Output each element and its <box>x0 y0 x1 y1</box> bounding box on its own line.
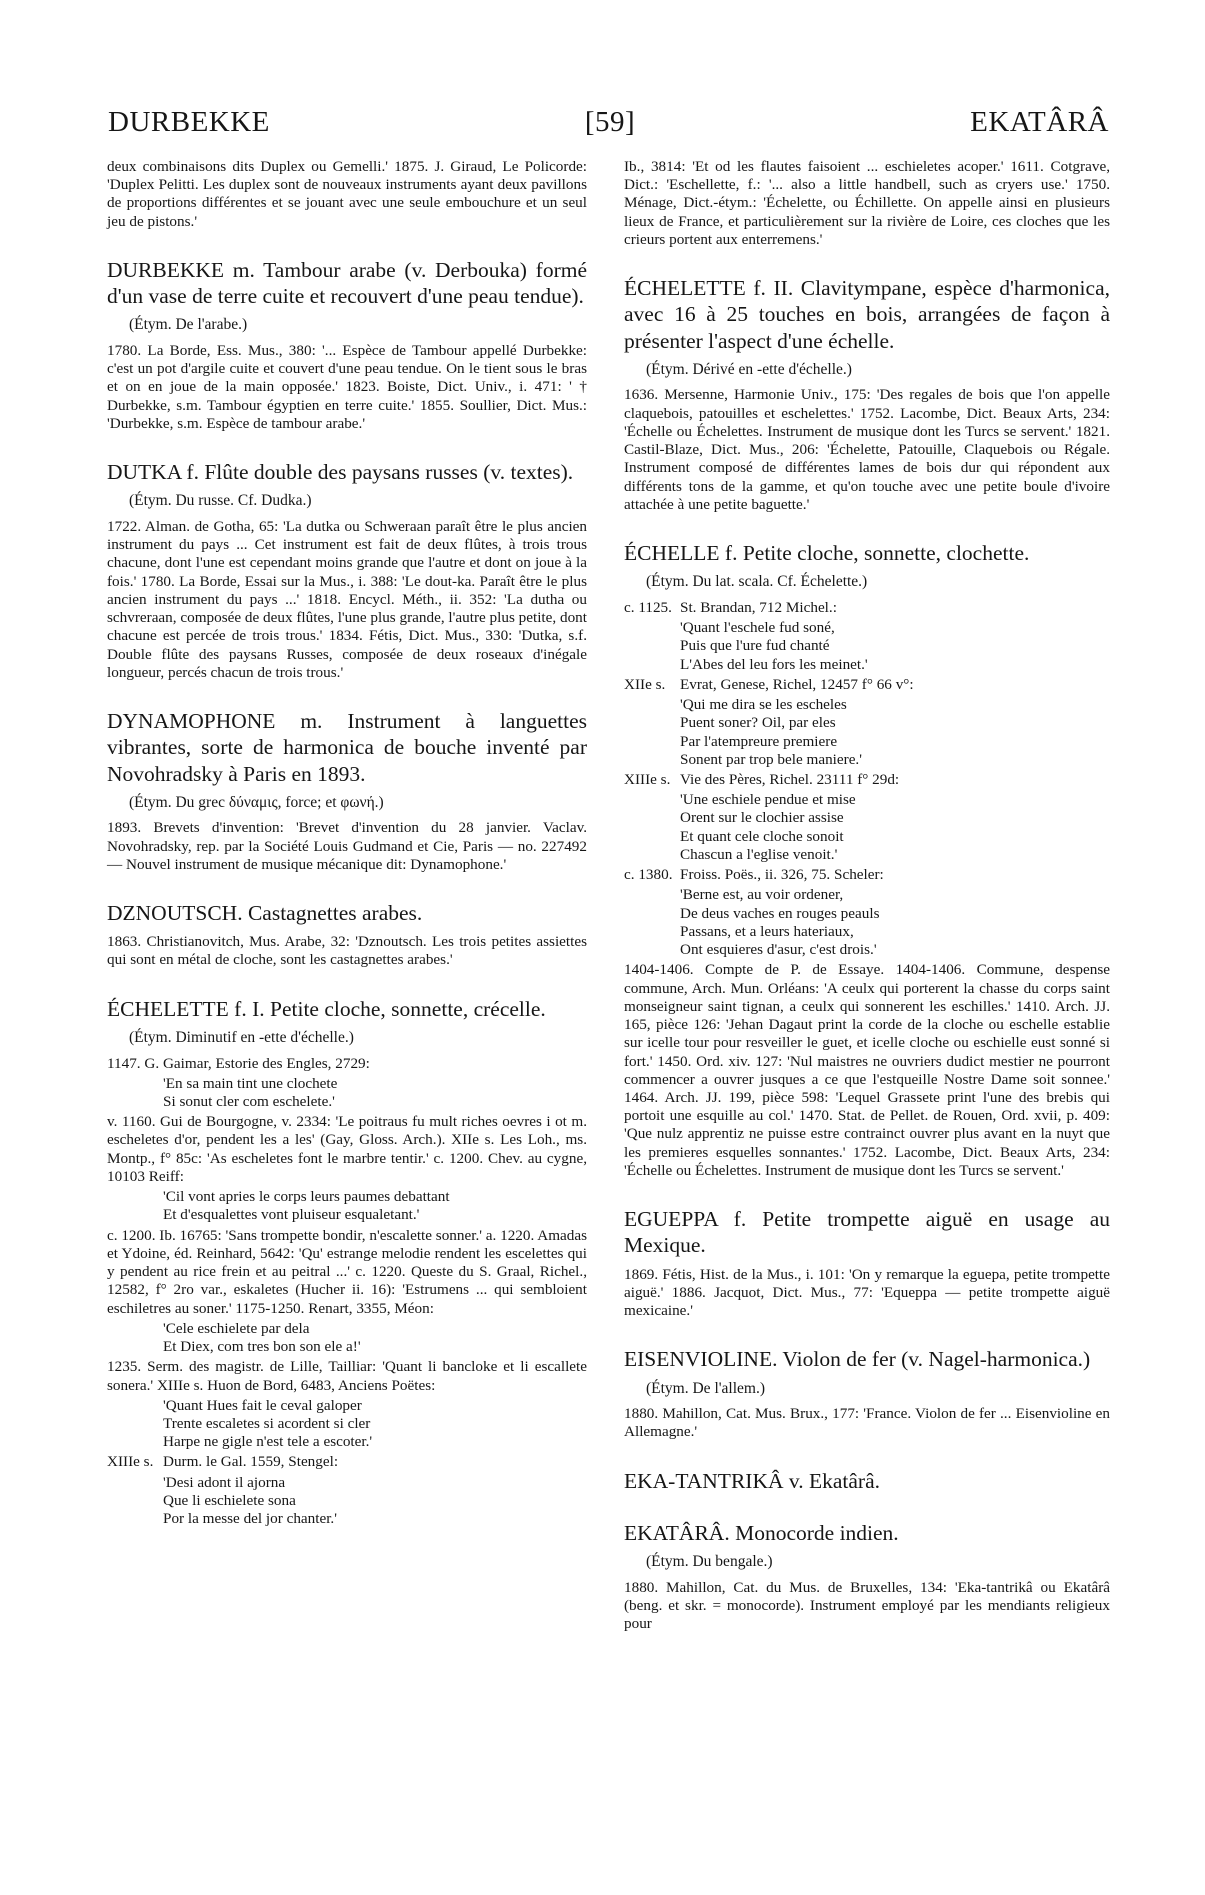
citation-source: Froiss. Poës., ii. 326, 75. Scheler: <box>680 866 884 884</box>
entry-dznoutsch <box>107 900 587 970</box>
entry-headline: ÉCHELLE f. Petite cloche, sonnette, clochette. <box>624 541 1030 566</box>
verse-quote: 'Desi adont il ajorna Que li eschielete sona Por la messe del jor chanter.' <box>163 1473 337 1528</box>
verse-quote: 'Cil vont apries le corps leurs paumes debattant Et d'esqualettes vont pluiseur esqualetant.' <box>163 1188 450 1224</box>
entry-headline: EGUEPPA f. Petite trompette aiguë en usage au Mexique. <box>624 1207 1110 1258</box>
entry-ekatara <box>624 1520 1110 1634</box>
citation-text: Ib., 3814: 'Et od les flautes faisoient ... eschieletes acoper.' 1611. Cotgrave, Dict.: 'Eschellette, f.: '... also a little handbell, such as cryers use.' 1750. Ménage, Dict.-étym.: 'Échelette, ou Échillette. On appelle ainsi en plusieurs lieux de France, et particulièrement sur la rivière de Loire, ces cloches que les crieurs portent aux enterremens.' <box>624 158 1110 248</box>
verse-quote: 'En sa main tint une clochete Si sonut cler com eschelete.' <box>163 1074 338 1110</box>
entry-headline: ÉCHELETTE f. I. Petite cloche, sonnette, crécelle. <box>107 996 546 1021</box>
entry-headline: DZNOUTSCH. Castagnettes arabes. <box>107 901 423 926</box>
verse-quote: 'Une eschiele pendue et mise Orent sur le clochier assise Et quant cele cloche sonoit Chascun a l'eglise venoit.' <box>680 791 856 863</box>
citation-text: 1880. Mahillon, Cat. Mus. Brux., 177: 'France. Violon de fer ... Eisenvioline en Allemagne.' <box>624 1405 1110 1441</box>
citation-source: Evrat, Genese, Richel, 12457 f° 66 v°: <box>680 675 914 693</box>
entry-echelette-2 <box>624 275 1110 514</box>
entry-eisenvioline <box>624 1346 1110 1441</box>
citation-date: XIIIe s. <box>107 1453 154 1471</box>
continued-entry-text <box>107 158 587 231</box>
entry-egueppa <box>624 1206 1110 1320</box>
verse-citation <box>624 866 1110 884</box>
entry-echelle <box>624 540 1110 1180</box>
entry-eka-tantrika <box>624 1468 1110 1494</box>
entry-headline: EKATÂRÂ. Monocorde indien. <box>624 1520 899 1545</box>
page-number: [59] <box>584 106 636 138</box>
citation-source: St. Brandan, 712 Michel.: <box>680 598 837 616</box>
left-column <box>107 158 587 1554</box>
verse-citation <box>107 1453 587 1471</box>
etymology: (Étym. Du lat. scala. Cf. Échelette.) <box>646 573 868 591</box>
entry-echelette-1 <box>107 996 587 1529</box>
entry-headline: DURBEKKE m. Tambour arabe (v. Derbouka) formé d'un vase de terre cuite et recouvert d'une peau tendue). <box>107 257 587 309</box>
citation-date: c. 1380. <box>624 866 673 884</box>
verse-quote: 'Qui me dira se les escheles Puent soner? Oil, par eles Par l'atempreure premiere Sonent par trop bele maniere.' <box>680 696 862 768</box>
citation-date: c. 1125. <box>624 598 672 616</box>
citation-text: 1636. Mersenne, Harmonie Univ., 175: 'Des regales de bois que l'on appelle claquebois, patouilles et eschelettes.' 1752. Lacombe, Dict. Beaux Arts, 234: 'Échelle ou Échelettes. Instrument de musique dont les Turcs se servent.' 1821. Castil-Blaze, Dict. Mus., 206: 'Échelette, Patouille, Claquebois ou Régale. Instrument composé de différentes lames de bois dur qui répondent aux différents tons de la gamme, et qu'on touche avec une petite boule d'ivoire attachée à une petite baguette.' <box>624 386 1110 513</box>
etymology: (Étym. De l'arabe.) <box>129 316 248 334</box>
citation-text: deux combinaisons dits Duplex ou Gemelli.' 1875. J. Giraud, Le Policorde: 'Duplex Pelitti. Les duplex sont de nouveaux instruments ayant deux pavillons de proportions différentes et se jouant avec une seule embouchure et un seul jeu de pistons.' <box>107 158 587 230</box>
verse-quote: 'Quant Hues fait le ceval galoper Trente escaletes si acordent si cler Harpe ne gigle n'est tele a escoter.' <box>163 1396 373 1451</box>
entry-headline: DYNAMOPHONE m. Instrument à languettes vibrantes, sorte de harmonica de bouche inventé par Novohradsky à Paris en 1893. <box>107 709 587 786</box>
citation-source: Vie des Pères, Richel. 23111 f° 29d: <box>680 770 900 788</box>
citation-text: v. 1160. Gui de Bourgogne, v. 2334: 'Le poitraus fu mult riches oevres i ot m. escheletes d'or, pendent les a les' (Gay, Gloss. Arch.). XIIe s. Les Loh., ms. Montp., f° 85c: 'As escheletes font le marbre tentir.' c. 1200. Chev. au cygne, 10103 Reiff: <box>107 1113 587 1185</box>
citation-text: 1893. Brevets d'invention: 'Brevet d'invention du 28 janvier. Vaclav. Novohradsky, rep. par la Société Louis Gudmand et Cie, Paris — no. 227492 — Nouvel instrument de musique mécanique dit: Dynamophone.' <box>107 819 587 873</box>
citation-text: 1863. Christianovitch, Mus. Arabe, 32: 'Dznoutsch. Les trois petites assiettes qui sont en métal de cloche, sont les castagnettes arabes.' <box>107 933 587 969</box>
entry-headline: DUTKA f. Flûte double des paysans russes (v. textes). <box>107 460 574 485</box>
citation-text: 1147. G. Gaimar, Estorie des Engles, 2729: <box>107 1054 370 1072</box>
citation-text: c. 1200. Ib. 16765: 'Sans trompette bondir, n'escalette sonner.' a. 1220. Amadas et Ydoine, éd. Reinhard, 5642: 'Qu' estrange melodie rendent les escelettes qui y pendent au rice frein et au peitral ...' c. 1220. Queste du S. Graal, Richel., 12582, f° 2ro var., eskaletes (Hucher ii. 16): 'Estrumens ... qui sembloient eschiletres au soner.' 1175-1250. Renart, 3355, Méon: <box>107 1226 588 1317</box>
etymology: (Étym. Du bengale.) <box>646 1553 773 1570</box>
running-head-left: DURBEKKE <box>108 106 270 138</box>
citation-text: 1404-1406. Compte de P. de Essaye. 1404-1406. Commune, despense commune, Arch. Mun. Orléans: 'A ceulx qui porterent la chasse du corps saint monseigneur saint tignan, a ceulx qui sonnerent les eschilles.' 1410. Arch. JJ. 165, pièce 126: 'Jehan Dagaut print la corde de la cloche ou eschelle establie sur icelle tour pour resveiller le guet, et icelle cloche ou eschielle eust sonné si fort.' 1450. Ord. xiv. 127: 'Nul maistres ne ouvriers dudict mestier ne pourront commencer a ouvrer jusques a ce que l'estqueille Nostre Dame soit sonnee.' 1464. Arch. JJ. 199, pièce 598: 'Lequel Grassete print l'une des brebis qui portoit une esquille au col.' 1470. Stat. de Pellet. de Rouen, Ord. xvii, p. 409: 'Que nulz apprentiz ne puisse estre contrainct ouvrer plus avant en la nuyt que les premieres esquelles sonnantes.' 1752. Lacombe, Dict. Beaux Arts, 234: 'Échelle ou Échelettes. Instrument de musique dont les Turcs se servent.' <box>624 961 1110 1179</box>
citation-text: 1880. Mahillon, Cat. du Mus. de Bruxelles, 134: 'Eka-tantrikâ ou Ekatârâ (beng. et skr. = monocorde). Instrument employé par les mendiants religieux pour <box>624 1578 1110 1633</box>
entry-headline: EISENVIOLINE. Violon de fer (v. Nagel-harmonica.) <box>624 1347 1091 1372</box>
entry-headline: ÉCHELETTE f. II. Clavitympane, espèce d'harmonica, avec 16 à 25 touches en bois, arrangées de façon à présenter l'aspect d'une échelle. <box>624 276 1110 353</box>
citation-source: Durm. le Gal. 1559, Stengel: <box>163 1453 339 1471</box>
verse-citation <box>624 599 1110 617</box>
citation-text: 1235. Serm. des magistr. de Lille, Tailliar: 'Quant li bancloke et li escallete sonera.' XIIIe s. Huon de Bord, 6483, Anciens Poëtes: <box>107 1358 587 1394</box>
entry-durbekke <box>107 257 587 433</box>
verse-citation <box>624 771 1110 789</box>
etymology: (Étym. Dérivé en -ette d'échelle.) <box>646 360 852 378</box>
etymology: (Étym. Du grec δύναμις, force; et φωνή.) <box>129 793 384 811</box>
verse-quote: 'Quant l'eschele fud soné, Puis que l'ure fud chanté L'Abes del leu fors les meinet.' <box>680 619 868 673</box>
etymology: (Étym. De l'allem.) <box>646 1379 766 1397</box>
etymology: (Étym. Du russe. Cf. Dudka.) <box>129 492 312 510</box>
citation-text: 1722. Alman. de Gotha, 65: 'La dutka ou Schweraan paraît être le plus ancien instrument du pays ... Cet instrument est fait de deux flûtes, à trois trous chacune, dont l'une est cependant moins grande que l'autre et dont on joue à la fois.' 1780. La Borde, Essai sur la Mus., i. 388: 'Le dout-ka. Paraît être le plus ancien instrument du pays ...' 1818. Encycl. Méth., ii. 352: 'La dutha ou schvreraan, composée de deux flûtes, l'une plus grande, l'autre plus petite, dont chacune est percée de trois trous.' 1834. Fétis, Dict. Mus., 330: 'Dutka, s.f. Double flûte des paysans Russes, composée de deux roseaux d'inégale longueur, percés chacun de trois trous.' <box>107 517 587 681</box>
verse-quote: 'Berne est, au voir ordener, De deus vaches en rouges peauls Passans, et a leurs hateriaux, Ont esquieres d'asur, c'est drois.' <box>680 886 880 959</box>
running-head-right: EKATÂRÂ <box>970 106 1109 138</box>
citation-date: XIIe s. <box>624 675 666 693</box>
entry-dutka <box>107 459 587 682</box>
continued-entry-text <box>624 158 1110 249</box>
verse-quote: 'Cele eschielete par dela Et Diex, com tres bon son ele a!' <box>163 1319 361 1356</box>
etymology: (Étym. Diminutif en -ette d'échelle.) <box>129 1028 354 1046</box>
citation-text: 1869. Fétis, Hist. de la Mus., i. 101: 'On y remarque la eguepa, petite trompette aiguë.' 1886. Jacquot, Dict. Mus., 77: 'Equeppa — petite trompette aiguë mexicaine.' <box>624 1265 1110 1320</box>
citation-text: 1780. La Borde, Ess. Mus., 380: '... Espèce de Tambour appellé Durbekke: c'est un pot d'argile cuite et couvert d'une peau tendue. On le tient sous le bras et on en joue de la main opposée.' 1823. Boiste, Dict. Univ., i. 471: ' † Durbekke, s.m. Tambour égyptien en terre cuite.' 1855. Soullier, Dict. Mus.: 'Durbekke, s.m. Espèce de tambour arabe.' <box>107 341 587 432</box>
verse-citation <box>624 676 1110 694</box>
entry-dynamophone <box>107 708 587 874</box>
right-column <box>624 158 1110 1659</box>
entry-headline: EKA-TANTRIKÂ v. Ekatârâ. <box>624 1468 880 1493</box>
citation-date: XIIIe s. <box>624 770 671 788</box>
